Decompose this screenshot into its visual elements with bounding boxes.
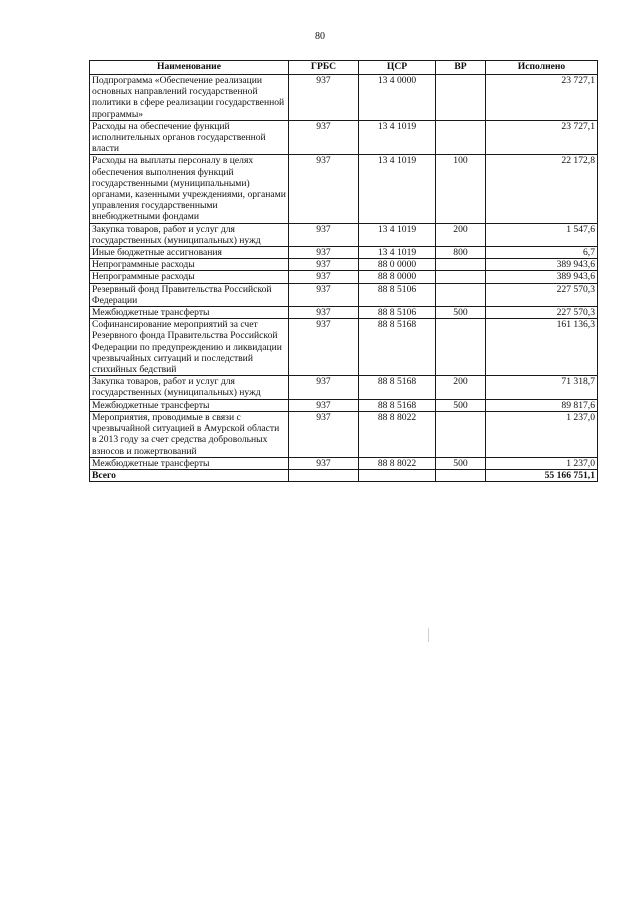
table-row <box>90 223 598 246</box>
header-grbs: ГРБС <box>289 61 359 75</box>
table-row <box>90 259 598 271</box>
cell-grbs: 937 <box>289 155 359 223</box>
page-number: 80 <box>315 31 325 42</box>
table-body <box>90 75 598 482</box>
cell-grbs: 937 <box>289 319 359 376</box>
table-row <box>90 376 598 399</box>
table-row <box>90 120 598 155</box>
cell-grbs: 937 <box>289 120 359 155</box>
cell-grbs <box>289 469 359 481</box>
cell-amount: 389 943,6 <box>486 271 598 283</box>
cell-name: Межбюджетные трансферты <box>90 399 289 411</box>
cell-name: Софинансирование мероприятий за счет Резервного фонда Правительства Российской Федерации по предупреждению и ликвидации чрезвычайных ситуаций и последствий стихийных бедствий <box>90 319 289 376</box>
cell-csr: 88 8 5168 <box>359 376 436 399</box>
cell-amount: 389 943,6 <box>486 259 598 271</box>
cell-name: Расходы на выплаты персоналу в целях обеспечения выполнения функций государственными (муниципальными) органами, казенными учреждениями, органами управления государственными внебюджетными фондами <box>90 155 289 223</box>
cell-vr <box>436 271 486 283</box>
budget-execution-table <box>89 60 598 482</box>
cell-csr: 88 8 8022 <box>359 457 436 469</box>
cell-name: Непрограммные расходы <box>90 259 289 271</box>
cell-amount: 227 570,3 <box>486 307 598 319</box>
cell-csr: 88 8 0000 <box>359 271 436 283</box>
cell-grbs: 937 <box>289 376 359 399</box>
cell-amount: 1 547,6 <box>486 223 598 246</box>
table-row <box>90 247 598 259</box>
cell-vr: 500 <box>436 307 486 319</box>
cell-amount: 23 727,1 <box>486 75 598 121</box>
cell-grbs: 937 <box>289 223 359 246</box>
cell-vr <box>436 319 486 376</box>
table-row <box>90 283 598 306</box>
cell-csr: 88 8 8022 <box>359 411 436 457</box>
cell-grbs: 937 <box>289 307 359 319</box>
cell-csr <box>359 469 436 481</box>
table-row <box>90 307 598 319</box>
cell-amount: 23 727,1 <box>486 120 598 155</box>
cell-csr: 13 4 1019 <box>359 155 436 223</box>
table-row <box>90 319 598 376</box>
cell-name: Иные бюджетные ассигнования <box>90 247 289 259</box>
table-row <box>90 457 598 469</box>
header-name: Наименование <box>90 61 289 75</box>
cell-vr <box>436 469 486 481</box>
header-vr: ВР <box>436 61 486 75</box>
cell-name: Подпрограмма «Обеспечение реализации основных направлений государственной политики в сфере реализации государственной программы» <box>90 75 289 121</box>
cell-csr: 13 4 1019 <box>359 120 436 155</box>
table-header-row <box>90 61 598 75</box>
cell-csr: 88 8 5106 <box>359 307 436 319</box>
cell-amount: 89 817,6 <box>486 399 598 411</box>
cell-name: Непрограммные расходы <box>90 271 289 283</box>
cell-csr: 88 8 5168 <box>359 399 436 411</box>
cell-amount: 227 570,3 <box>486 283 598 306</box>
cell-amount: 71 318,7 <box>486 376 598 399</box>
cell-name: Закупка товаров, работ и услуг для государственных (муниципальных) нужд <box>90 376 289 399</box>
cell-vr <box>436 283 486 306</box>
cell-grbs: 937 <box>289 75 359 121</box>
cell-vr: 200 <box>436 223 486 246</box>
total-row <box>90 469 598 481</box>
cell-vr: 800 <box>436 247 486 259</box>
cell-amount: 6,7 <box>486 247 598 259</box>
cell-amount: 1 237,0 <box>486 411 598 457</box>
cell-csr: 88 8 5168 <box>359 319 436 376</box>
cell-vr: 100 <box>436 155 486 223</box>
cell-amount: 22 172,8 <box>486 155 598 223</box>
cell-csr: 88 8 5106 <box>359 283 436 306</box>
cell-name: Межбюджетные трансферты <box>90 307 289 319</box>
cell-vr: 200 <box>436 376 486 399</box>
table-row <box>90 399 598 411</box>
cell-vr: 500 <box>436 399 486 411</box>
cell-vr <box>436 411 486 457</box>
cell-csr: 13 4 0000 <box>359 75 436 121</box>
cell-vr <box>436 75 486 121</box>
table-row <box>90 271 598 283</box>
cell-amount: 1 237,0 <box>486 457 598 469</box>
cell-amount: 161 136,3 <box>486 319 598 376</box>
table-row <box>90 411 598 457</box>
cell-grbs: 937 <box>289 399 359 411</box>
cell-csr: 13 4 1019 <box>359 223 436 246</box>
cell-name: Всего <box>90 469 289 481</box>
cell-grbs: 937 <box>289 411 359 457</box>
cell-grbs: 937 <box>289 457 359 469</box>
cell-name: Межбюджетные трансферты <box>90 457 289 469</box>
table-row <box>90 155 598 223</box>
table-row <box>90 75 598 121</box>
header-csr: ЦСР <box>359 61 436 75</box>
cell-name: Мероприятия, проводимые в связи с чрезвычайной ситуацией в Амурской области в 2013 году за счет средства добровольных взносов и пожертвований <box>90 411 289 457</box>
cell-grbs: 937 <box>289 271 359 283</box>
cell-name: Резервный фонд Правительства Российской Федерации <box>90 283 289 306</box>
cell-vr <box>436 120 486 155</box>
cell-name: Расходы на обеспечение функций исполнительных органов государственной власти <box>90 120 289 155</box>
cell-vr <box>436 259 486 271</box>
scan-mark <box>428 628 429 642</box>
cell-grbs: 937 <box>289 247 359 259</box>
cell-name: Закупка товаров, работ и услуг для государственных (муниципальных) нужд <box>90 223 289 246</box>
cell-vr: 500 <box>436 457 486 469</box>
cell-amount: 55 166 751,1 <box>486 469 598 481</box>
cell-grbs: 937 <box>289 259 359 271</box>
cell-csr: 88 0 0000 <box>359 259 436 271</box>
header-amount: Исполнено <box>486 61 598 75</box>
cell-csr: 13 4 1019 <box>359 247 436 259</box>
cell-grbs: 937 <box>289 283 359 306</box>
